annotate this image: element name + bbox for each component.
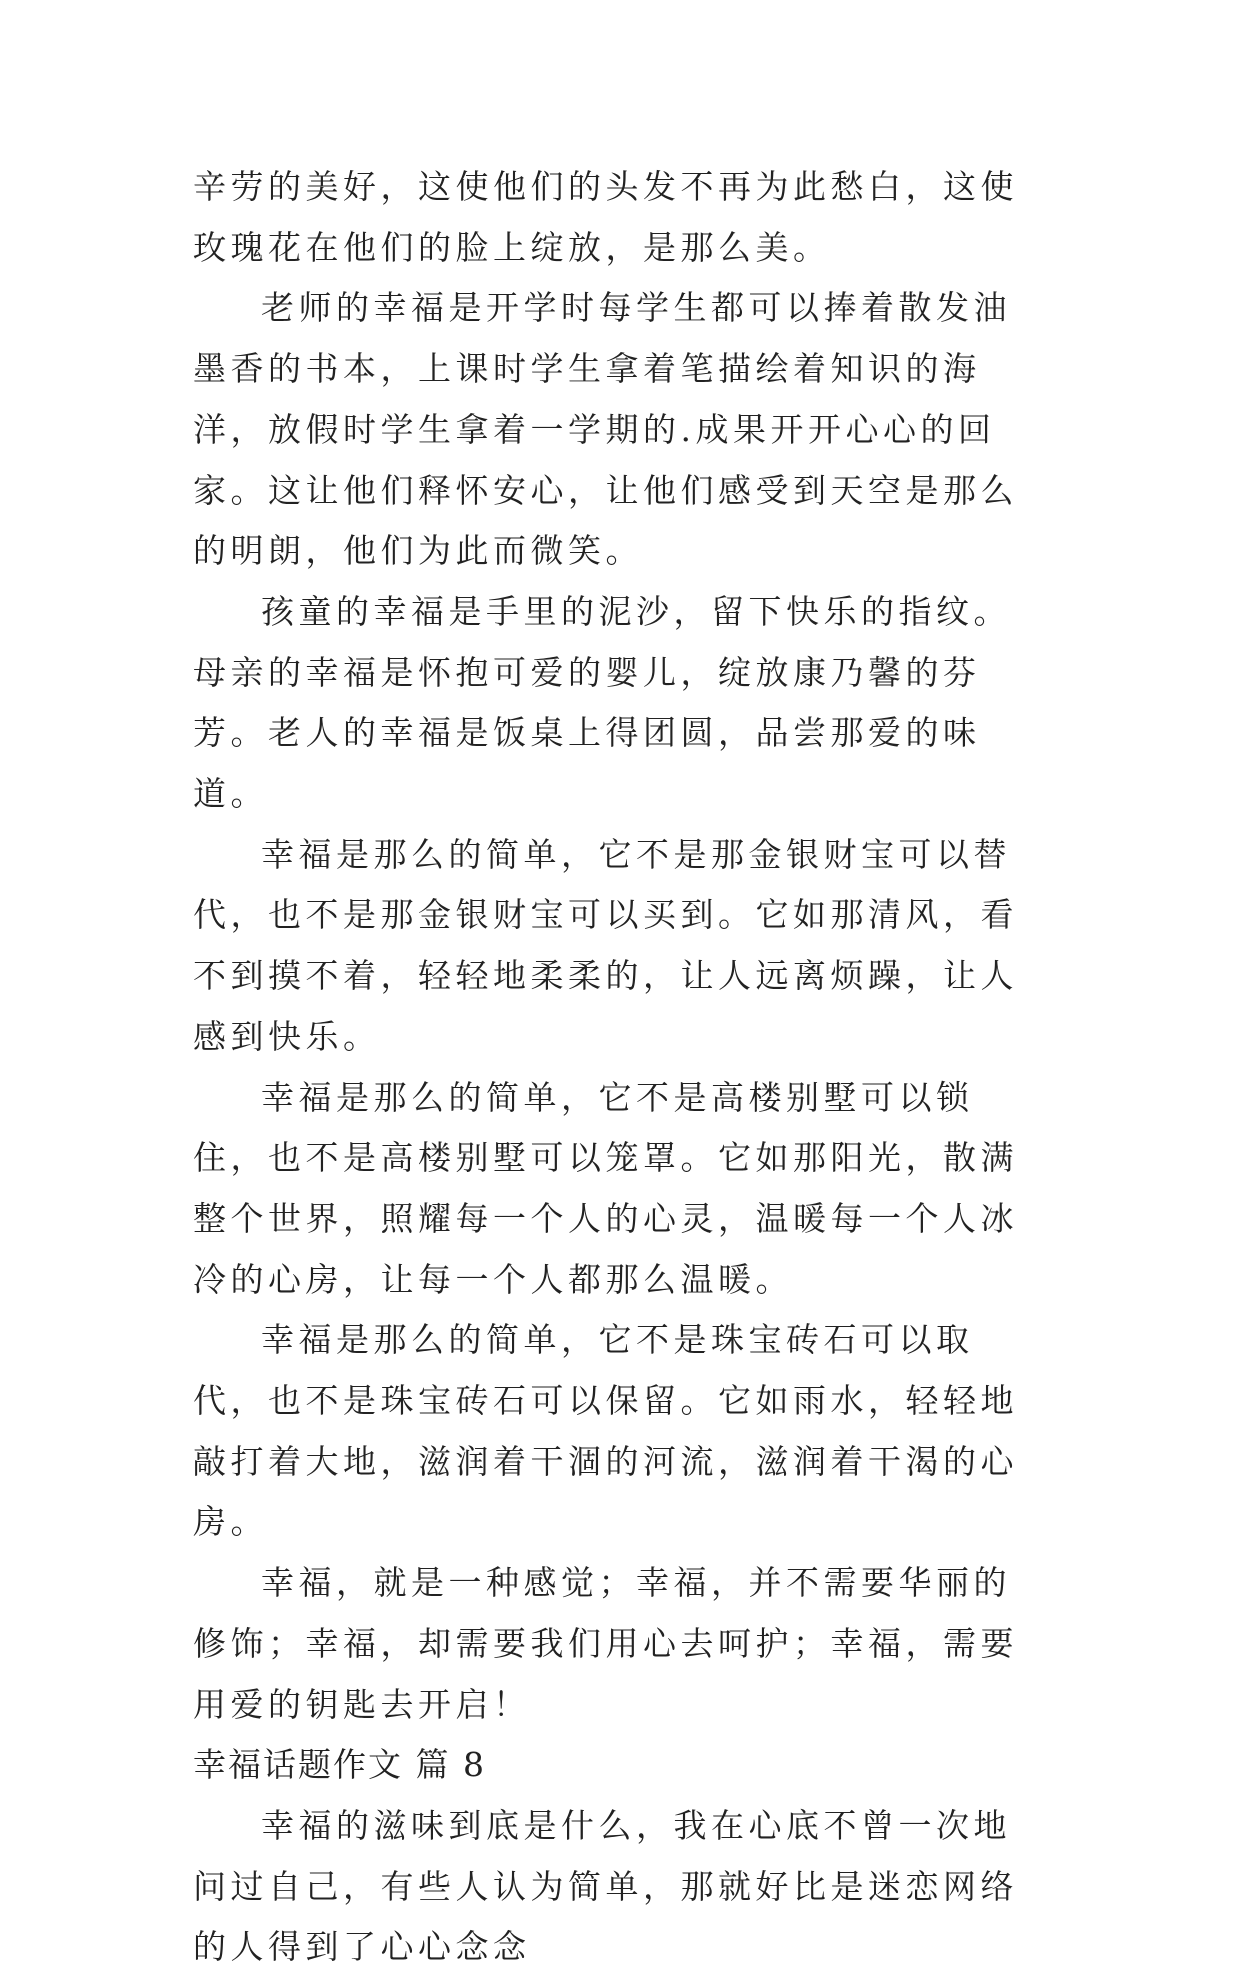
document-body — [193, 157, 1048, 1978]
paragraph-3: 孩童的幸福是手里的泥沙，留下快乐的指纹。母亲的幸福是怀抱可爱的婴儿，绽放康乃馨的芬芳。老人的幸福是饭桌上得团圆，品尝那爱的味道。 — [193, 591, 1011, 814]
closing-paragraph: 幸福的滋味到底是什么，我在心底不曾一次地问过自己，有些人认为简单，那就好比是迷恋网络的人得到了心心念念 — [193, 1805, 1018, 1967]
paragraph-4: 幸福是那么的简单，它不是那金银财宝可以替代，也不是那金银财宝可以买到。它如那清风，看不到摸不着，轻轻地柔柔的，让人远离烦躁，让人感到快乐。 — [193, 834, 1018, 1056]
paragraph-6: 幸福是那么的简单，它不是珠宝砖石可以取代，也不是珠宝砖石可以保留。它如雨水，轻轻地敲打着大地，滋润着干涸的河流，滋润着干渴的心房。 — [193, 1320, 1018, 1542]
section-heading: 幸福话题作文 篇 8 — [193, 1745, 486, 1785]
paragraph-2: 老师的幸福是开学时每学生都可以捧着散发油墨香的书本，上课时学生拿着笔描绘着知识的海洋，放假时学生拿着一学期的.成果开开心心的回家。这让他们释怀安心，让他们感受到天空是那么的明朗，他们为此而微笑。 — [193, 288, 1018, 571]
paragraph-7: 幸福，就是一种感觉；幸福，并不需要华丽的修饰；幸福，却需要我们用心去呵护；幸福，需要用爱的钥匙去开启！ — [193, 1563, 1018, 1724]
paragraph-1: 辛劳的美好，这使他们的头发不再为此愁白，这使玫瑰花在他们的脸上绽放，是那么美。 — [193, 167, 1018, 267]
paragraph-5: 幸福是那么的简单，它不是高楼别墅可以锁住，也不是高楼别墅可以笼罩。它如那阳光，散满整个世界，照耀每一个人的心灵，温暖每一个人冰冷的心房，让每一个人都那么温暖。 — [193, 1077, 1018, 1299]
